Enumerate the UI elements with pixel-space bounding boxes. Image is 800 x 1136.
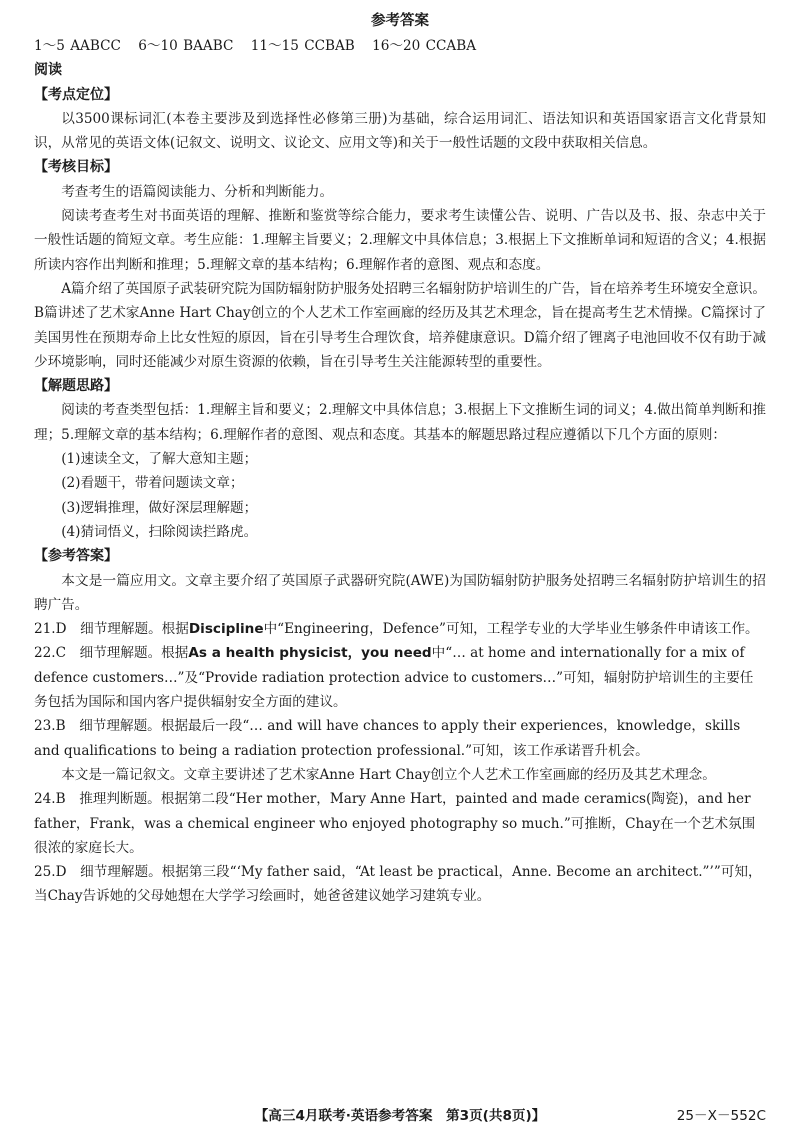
answer-explanation-21 <box>34 617 766 641</box>
answer-key-row <box>34 34 766 58</box>
paragraph: 以3500课标词汇(本卷主要涉及到选择性必修第三册)为基础，综合运用词汇、语法知识和英语国家语言文化背景知识，从常见的英语文体(记叙文、说明文、议论文、应用文等)和关于一般性话题的文段中获取相关信息。 <box>34 110 766 152</box>
answer-explanation-24 <box>34 787 766 860</box>
explanation-text: 细节理解题。根据最后一段“… and will have chances to apply their experiences，knowledge，skills and qualifications to being a radiation protection professional.”可知，该工作承诺晋升机会。 <box>34 718 741 759</box>
question-number: 24.B <box>34 791 66 808</box>
page-footer <box>34 1104 766 1130</box>
list-item: (3)逻辑推理，做好深层理解题； <box>61 499 258 516</box>
answer-explanation-25 <box>34 860 766 909</box>
answer-group: 6～10 BAABC <box>138 38 234 54</box>
footer-code: 25－X－552C <box>676 1108 766 1124</box>
explanation-text: 中“Engineering，Defence”可知，工程学专业的大学毕业生够条件申请该工作。 <box>263 621 759 638</box>
question-number: 22.C <box>34 645 67 662</box>
list-item: (2)看题干，带着问题读文章； <box>61 475 244 492</box>
explanation-text: 中“… at home and internationally for a mix of defence customers…”及“Provide radiation protection advice to customers…”可知，辐射防护培训生的主要任务包括为国际和国内客户提供辐射安全方面的建议。 <box>34 645 754 711</box>
paragraph: A篇介绍了英国原子武装研究院为国防辐射防护服务处招聘三名辐射防护培训生的广告，旨在培养考生环境安全意识。B篇讲述了艺术家Anne Hart Chay创立的个人艺术工作室画廊的经历及其艺术理念，旨在提高考生艺术情操。C篇探讨了美国男性在预期寿命上比女性短的原因，旨在引导考生合理饮食，培养健康意识。D篇介绍了锂离子电池回收不仅有助于减少环境影响，同时还能减少对原生资源的依赖，旨在引导考生关注能源转型的重要性。 <box>34 280 766 370</box>
section-heading: 【考核目标】 <box>34 159 118 176</box>
explanation-text: 细节理解题。根据 <box>66 645 189 662</box>
question-number: 25.D <box>34 864 67 881</box>
explanation-bold: Discipline <box>188 621 264 638</box>
answer-group: 16～20 CCABA <box>372 38 477 54</box>
paragraph: 阅读考查考生对书面英语的理解、推断和鉴赏等综合能力，要求考生读懂公告、说明、广告以及书、报、杂志中关于一般性话题的简短文章。考生应能：1.理解主旨要义；2.理解文中具体信息；3.根据上下文推断单词和短语的含义；4.根据所读内容作出判断和推理；5.理解文章的基本结构；6.理解作者的意图、观点和态度。 <box>34 208 766 273</box>
paragraph: 本文是一篇应用文。文章主要介绍了英国原子武器研究院(AWE)为国防辐射防护服务处招聘三名辐射防护培训生的招聘广告。 <box>34 572 766 613</box>
explanation-bold: As a health physicist，you need <box>188 645 432 662</box>
answer-explanation-23 <box>34 714 766 763</box>
section-heading: 【解题思路】 <box>34 378 118 395</box>
page-title: 参考答案 <box>371 13 429 29</box>
list-item: (1)速读全文，了解大意知主题； <box>61 451 258 468</box>
list-item: (4)猜词悟义，扫除阅读拦路虎。 <box>61 523 258 540</box>
question-number: 21.D <box>34 621 67 638</box>
footer-title: 【高三4月联考·英语参考答案 第3页(共8页)】 <box>254 1108 546 1124</box>
reading-heading: 阅读 <box>34 62 62 79</box>
answer-group: 11～15 CCBAB <box>250 38 355 54</box>
explanation-text: 细节理解题。根据 <box>66 621 189 638</box>
answer-explanation-22 <box>34 641 766 714</box>
section-heading: 【参考答案】 <box>34 548 118 565</box>
explanation-text: 细节理解题。根据第三段“‘My father said，“At least be practical，Anne. Become an architect.”’”可知，当Chay告诉她的父母她想在大学学习绘画时，她爸爸建议她学习建筑专业。 <box>34 864 762 905</box>
paragraph: 考查考生的语篇阅读能力、分析和判断能力。 <box>61 183 334 200</box>
paragraph: 本文是一篇记叙文。文章主要讲述了艺术家Anne Hart Chay创立个人艺术工作室画廊的经历及其艺术理念。 <box>61 766 716 783</box>
answer-group: 1～5 AABCC <box>34 38 121 54</box>
question-number: 23.B <box>34 718 66 735</box>
paragraph: 阅读的考查类型包括：1.理解主旨和要义；2.理解文中具体信息；3.根据上下文推断生词的词义；4.做出简单判断和推理；5.理解文章的基本结构；6.理解作者的意图、观点和态度。其基本的解题思路过程应遵循以下几个方面的原则： <box>34 402 766 443</box>
section-heading: 【考点定位】 <box>34 86 118 103</box>
explanation-text: 推理判断题。根据第二段“Her mother，Mary Anne Hart，painted and made ceramics(陶瓷)，and her father，Frank，was a chemical engineer who enjoyed photography so much.”可推断，Chay在一个艺术氛围很浓的家庭长大。 <box>34 791 756 856</box>
